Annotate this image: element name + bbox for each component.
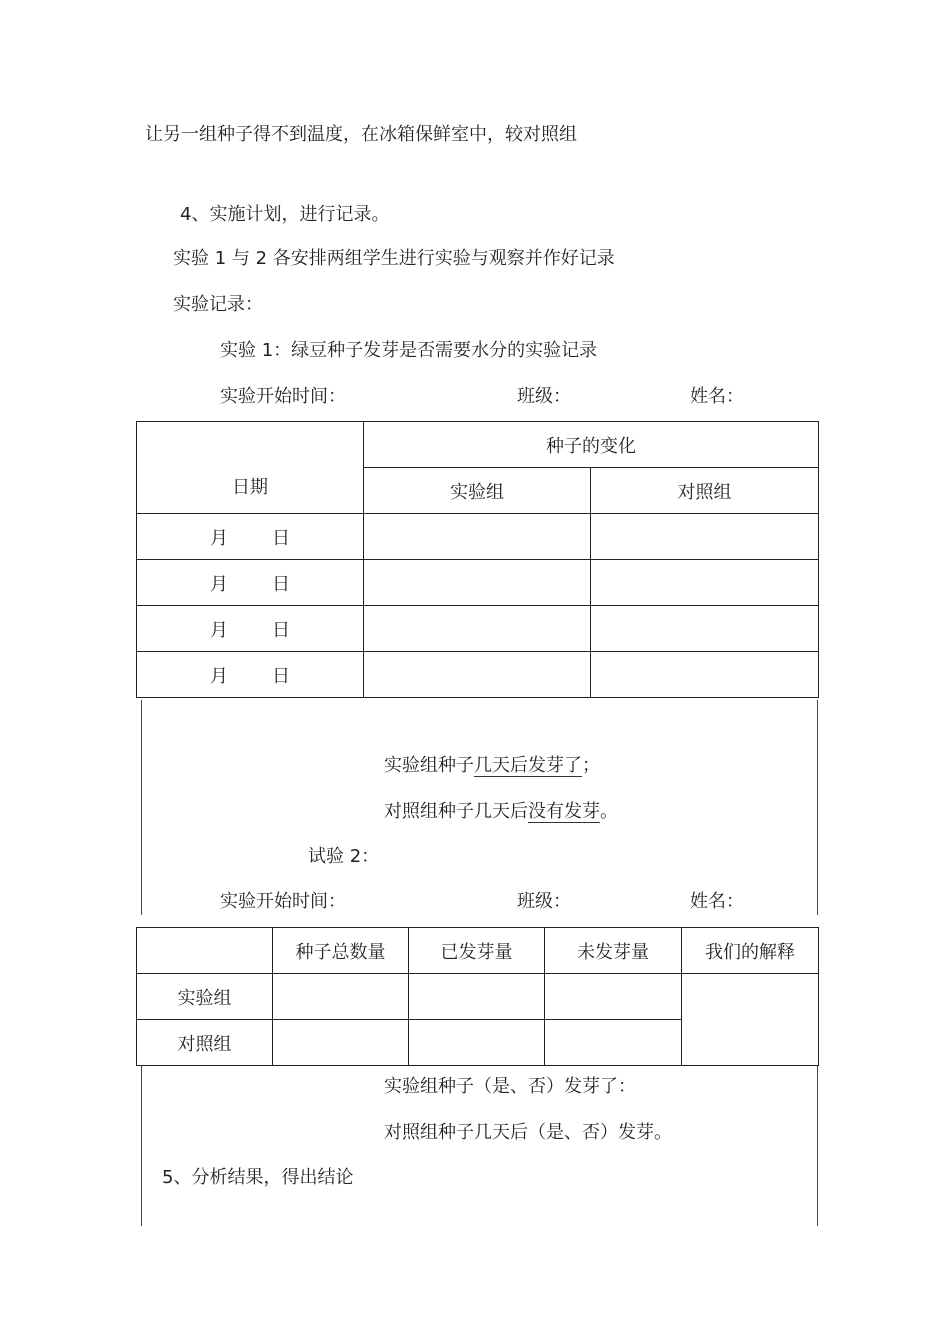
start-time-label-1: 实验开始时间：	[220, 386, 346, 407]
paragraph-temperature: 让另一组种子得不到温度，在冰箱保鲜室中，较对照组	[145, 124, 577, 145]
table-row	[137, 560, 819, 606]
date-cell: 月 日	[137, 560, 364, 606]
table-row	[137, 514, 819, 560]
step-5-heading: 5、分析结果，得出结论	[162, 1167, 354, 1188]
record-heading: 实验记录：	[173, 294, 263, 315]
result-1-control: 对照组种子几天后没有发芽。	[384, 801, 618, 822]
result-1-experimental: 实验组种子几天后发芽了；	[384, 755, 600, 776]
table-row	[137, 652, 819, 698]
right-margin-rule	[817, 700, 818, 915]
start-time-label-2: 实验开始时间：	[220, 891, 346, 912]
explanation-cell[interactable]	[682, 974, 819, 1066]
result-2-control: 对照组种子几天后（是、否）发芽。	[384, 1122, 672, 1143]
total-seeds-header: 种子总数量	[273, 928, 409, 974]
experiment-2-title: 试验 2：	[308, 846, 380, 867]
class-label-1: 班级：	[517, 386, 571, 407]
experimental-cell[interactable]	[364, 606, 591, 652]
experiment-1-title: 实验 1：绿豆种子发芽是否需要水分的实验记录	[220, 340, 598, 361]
not-germinated-cell[interactable]	[545, 974, 682, 1020]
row-label-control: 对照组	[137, 1020, 273, 1066]
table-row	[137, 606, 819, 652]
name-label-1: 姓名：	[690, 386, 744, 407]
control-group-header: 对照组	[591, 468, 819, 514]
name-label-2: 姓名：	[690, 891, 744, 912]
experimental-cell[interactable]	[364, 560, 591, 606]
date-cell: 月 日	[137, 514, 364, 560]
explanation-header: 我们的解释	[682, 928, 819, 974]
left-margin-rule	[141, 700, 142, 915]
right-margin-rule	[817, 1066, 818, 1226]
control-cell[interactable]	[591, 652, 819, 698]
table-row	[137, 974, 819, 1020]
experiment-2-table	[136, 927, 819, 1066]
not-germinated-cell[interactable]	[545, 1020, 682, 1066]
step-4-heading: 4、实施计划，进行记录。	[180, 204, 390, 225]
result-2-experimental: 实验组种子（是、否）发芽了：	[384, 1076, 636, 1097]
germinated-cell[interactable]	[409, 1020, 545, 1066]
experimental-cell[interactable]	[364, 514, 591, 560]
total-cell[interactable]	[273, 1020, 409, 1066]
total-cell[interactable]	[273, 974, 409, 1020]
date-cell: 月 日	[137, 606, 364, 652]
control-cell[interactable]	[591, 514, 819, 560]
experimental-cell[interactable]	[364, 652, 591, 698]
germinated-cell[interactable]	[409, 974, 545, 1020]
row-label-experimental: 实验组	[137, 974, 273, 1020]
corner-cell	[137, 928, 273, 974]
germinated-header: 已发芽量	[409, 928, 545, 974]
not-germinated-header: 未发芽量	[545, 928, 682, 974]
class-label-2: 班级：	[517, 891, 571, 912]
control-cell[interactable]	[591, 606, 819, 652]
date-cell: 月 日	[137, 652, 364, 698]
paragraph-arrangement: 实验 1 与 2 各安排两组学生进行实验与观察并作好记录	[173, 248, 615, 269]
seed-change-header: 种子的变化	[364, 422, 819, 468]
left-margin-rule	[141, 1066, 142, 1226]
experiment-1-table	[136, 421, 819, 698]
control-cell[interactable]	[591, 560, 819, 606]
experimental-group-header: 实验组	[364, 468, 591, 514]
date-header: 日期	[137, 422, 364, 514]
